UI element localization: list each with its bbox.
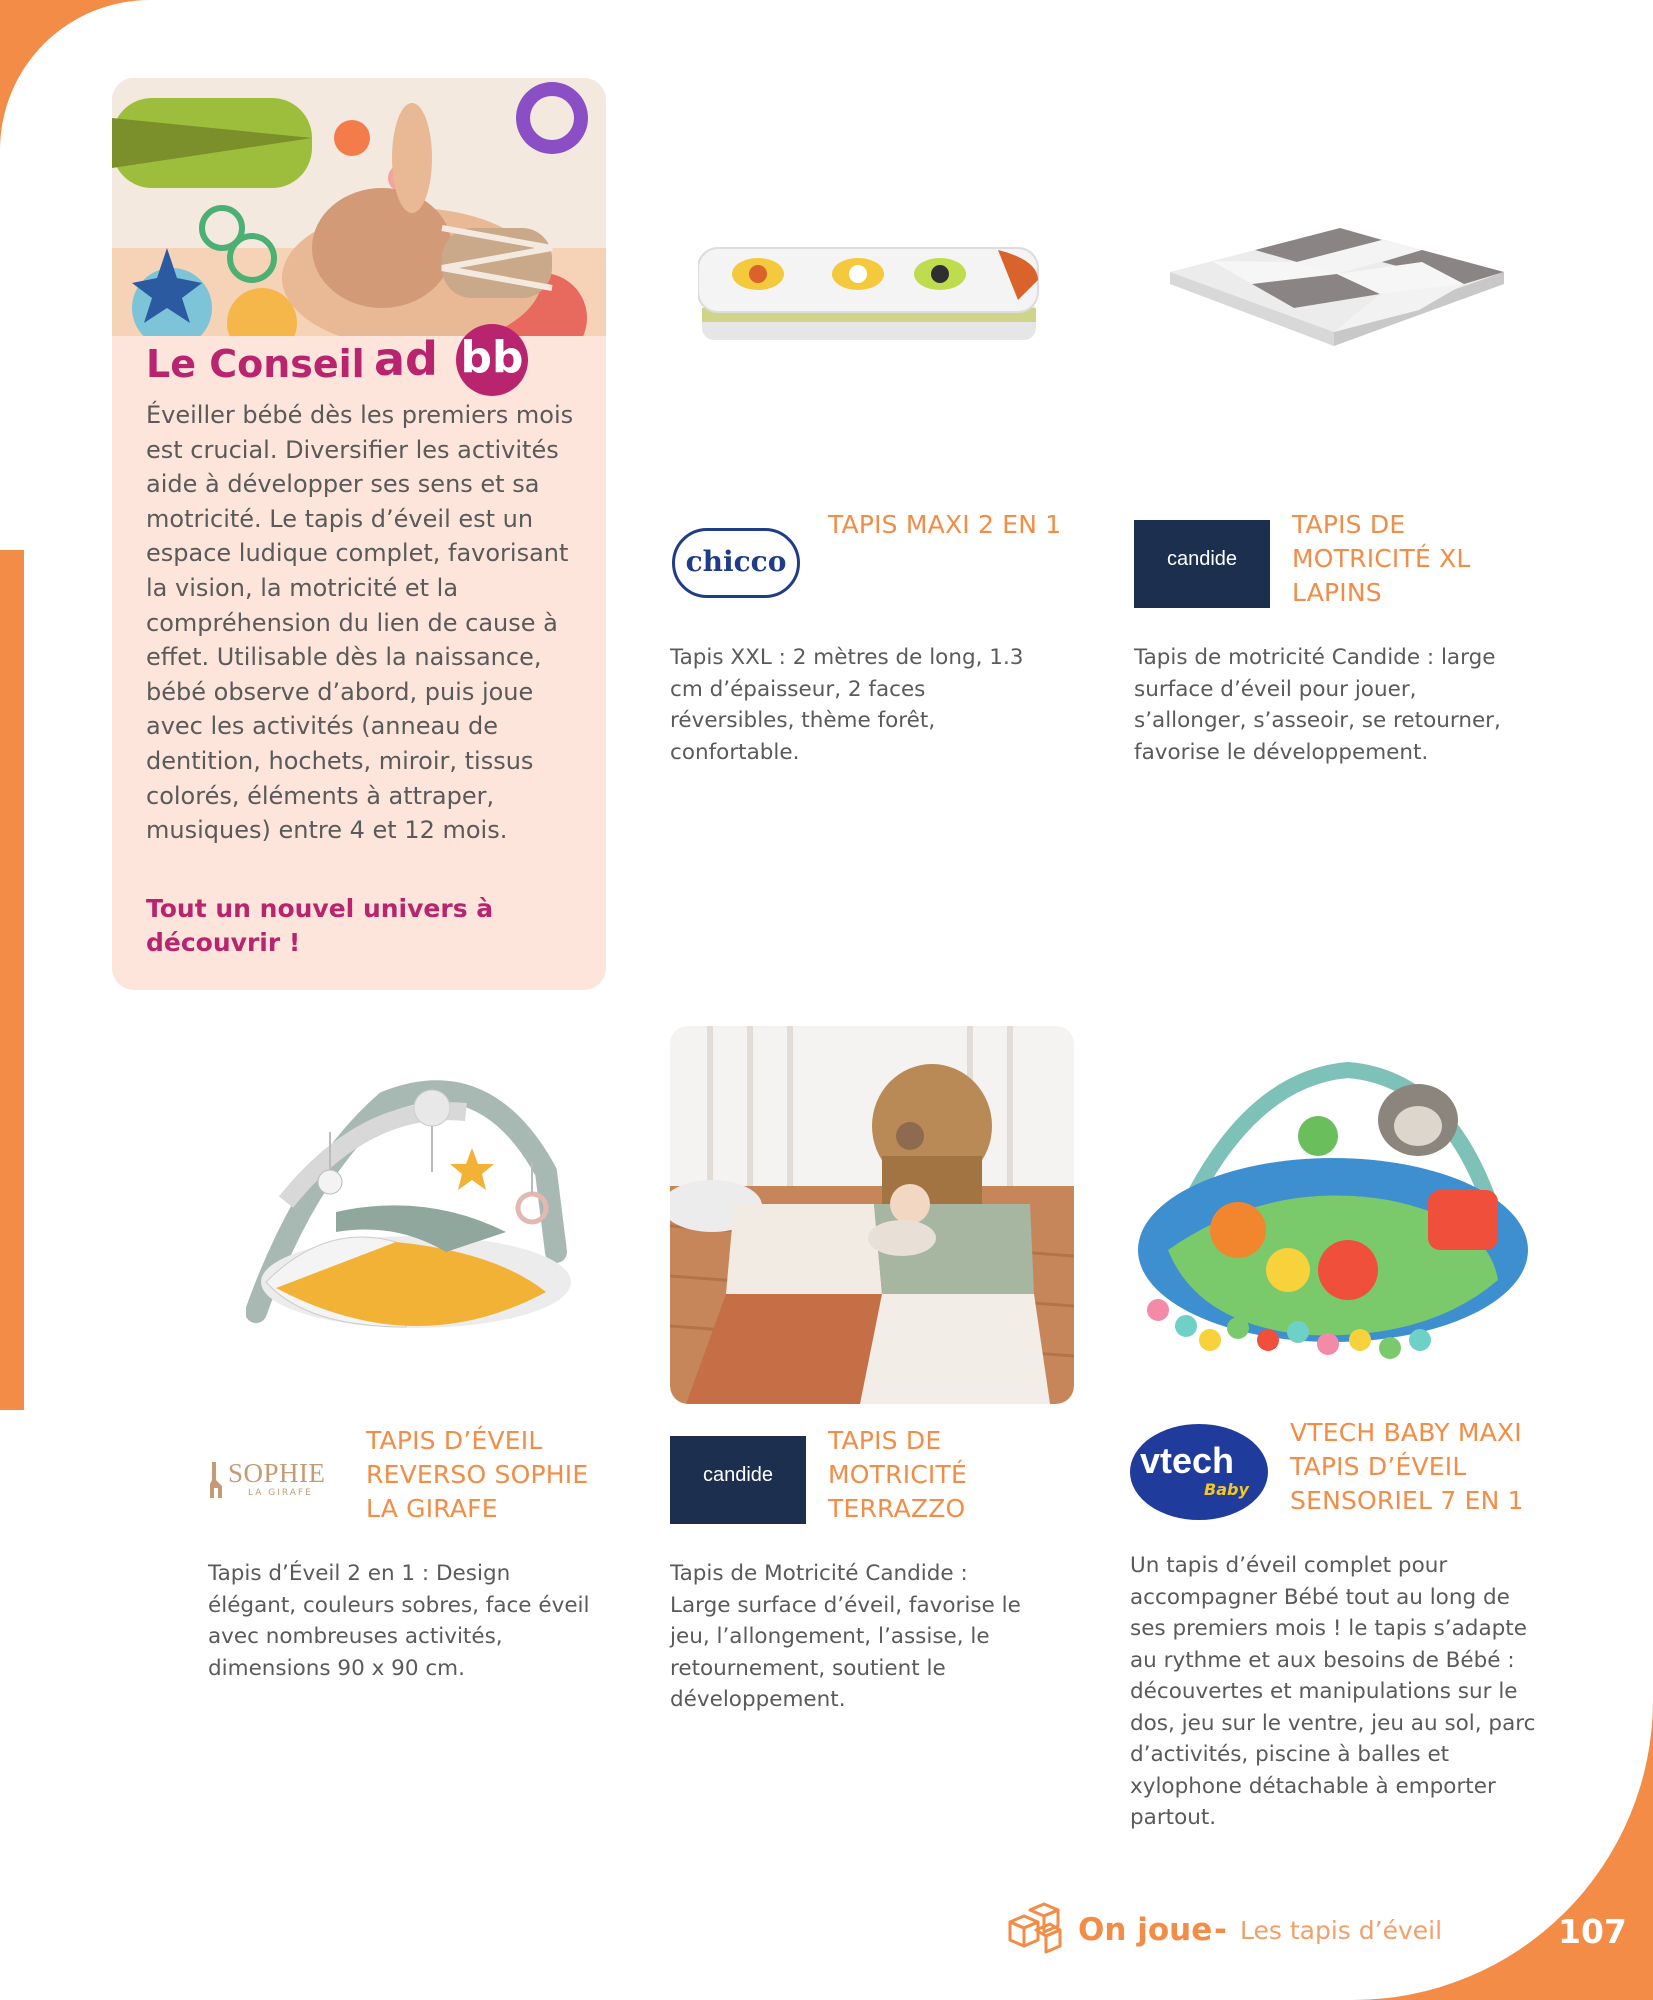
product-description-candide-terrazzo: Tapis de Motricité Candide : Large surface d’éveil, favorise le jeu, l’allongement, l’assise, le retournement, soutient le développement. — [670, 1561, 1021, 1712]
brand-logo-candide — [1134, 520, 1270, 608]
frame-left-bar — [0, 550, 24, 1410]
product-description-sophie: Tapis d’Éveil 2 en 1 : Design élégant, couleurs sobres, face éveil avec nombreuses activités, dimensions 90 x 90 cm. — [208, 1561, 590, 1681]
brand-logo-candide-text: candide — [1166, 548, 1238, 570]
advice-photo — [112, 78, 606, 336]
toy-blocks-icon — [1006, 1900, 1062, 1954]
advice-card — [112, 78, 606, 990]
product-title-chicco: TAPIS MAXI 2 EN 1 — [828, 510, 1062, 539]
footer-section: On joue — [1078, 1912, 1213, 1948]
product-description-candide-lapins: Tapis de motricité Candide : large surface d’éveil pour jouer, s’allonger, s’asseoir, se retourner, favorise le développement. — [1134, 645, 1501, 765]
brand-logo-sophie — [206, 1458, 340, 1502]
product-title-candide-lapins: TAPIS DE MOTRICITÉ XL LAPINS — [1292, 510, 1471, 607]
product-title-candide-terrazzo: TAPIS DE MOTRICITÉ TERRAZZO — [828, 1426, 967, 1523]
advice-title: Le Conseil — [146, 342, 365, 386]
brand-logo-sophie-text: SOPHIE — [228, 1458, 326, 1488]
brand-logo-bb: bb — [456, 324, 528, 396]
brand-logo-candide-terrazzo-text: candide — [702, 1464, 774, 1486]
product-description-vtech: Un tapis d’éveil complet pour accompagner Bébé tout au long de ses premiers mois ! le tapis s’adapte au rythme et aux besoins de Bébé : découvertes et manipulations sur le dos, jeu sur le ventre, jeu au sol, parc d’activités, piscine à balles et xylophone détachable à emporter partout. — [1130, 1553, 1536, 1830]
product-image-vtech-gym — [1128, 1040, 1532, 1370]
giraffe-icon — [206, 1460, 226, 1500]
product-title-sophie: TAPIS D’ÉVEIL REVERSO SOPHIE LA GIRAFE — [366, 1426, 589, 1523]
brand-logo-ad: ad — [374, 332, 438, 386]
product-description-chicco: Tapis XXL : 2 mètres de long, 1.3 cm d’épaisseur, 2 faces réversibles, thème forêt, confortable. — [670, 645, 1024, 765]
page-number: 107 — [1558, 1912, 1627, 1951]
product-image-chicco-mat — [698, 240, 1042, 350]
footer-subsection: Les tapis d’éveil — [1240, 1916, 1443, 1945]
product-image-candide-terrazzo — [670, 1026, 1074, 1404]
product-image-sophie-gym — [246, 1052, 576, 1332]
advice-cta: Tout un nouvel univers à découvrir ! — [146, 894, 494, 957]
brand-logo-vtech-subtext: Baby — [1204, 1480, 1249, 1499]
brand-logo-vtech-text: vtech — [1140, 1440, 1235, 1481]
product-title-vtech: VTECH BABY MAXI TAPIS D’ÉVEIL SENSORIEL 7 EN 1 — [1290, 1418, 1524, 1515]
advice-body: Éveiller bébé dès les premiers mois est crucial. Diversifier les activités aide à développer ses sens et sa motricité. Le tapis d’éveil est un espace ludique complet, favorisant la vision, la motricité et la compréhension du lien de cause à effet. Utilisable dès la naissance, bébé observe d’abord, puis joue avec les activités (anneau de dentition, hochets, miroir, tissus colorés, éléments à attraper, musiques) entre 4 et 12 mois. — [146, 401, 574, 845]
brand-logo-sophie-subtext: LA GIRAFE — [248, 1488, 313, 1498]
footer-separator: - — [1214, 1912, 1227, 1948]
brand-logo-chicco: chicco — [672, 528, 800, 598]
product-image-candide-lapins — [1164, 222, 1508, 372]
brand-logo-vtech — [1130, 1424, 1268, 1520]
brand-logo-candide-terrazzo — [670, 1436, 806, 1524]
